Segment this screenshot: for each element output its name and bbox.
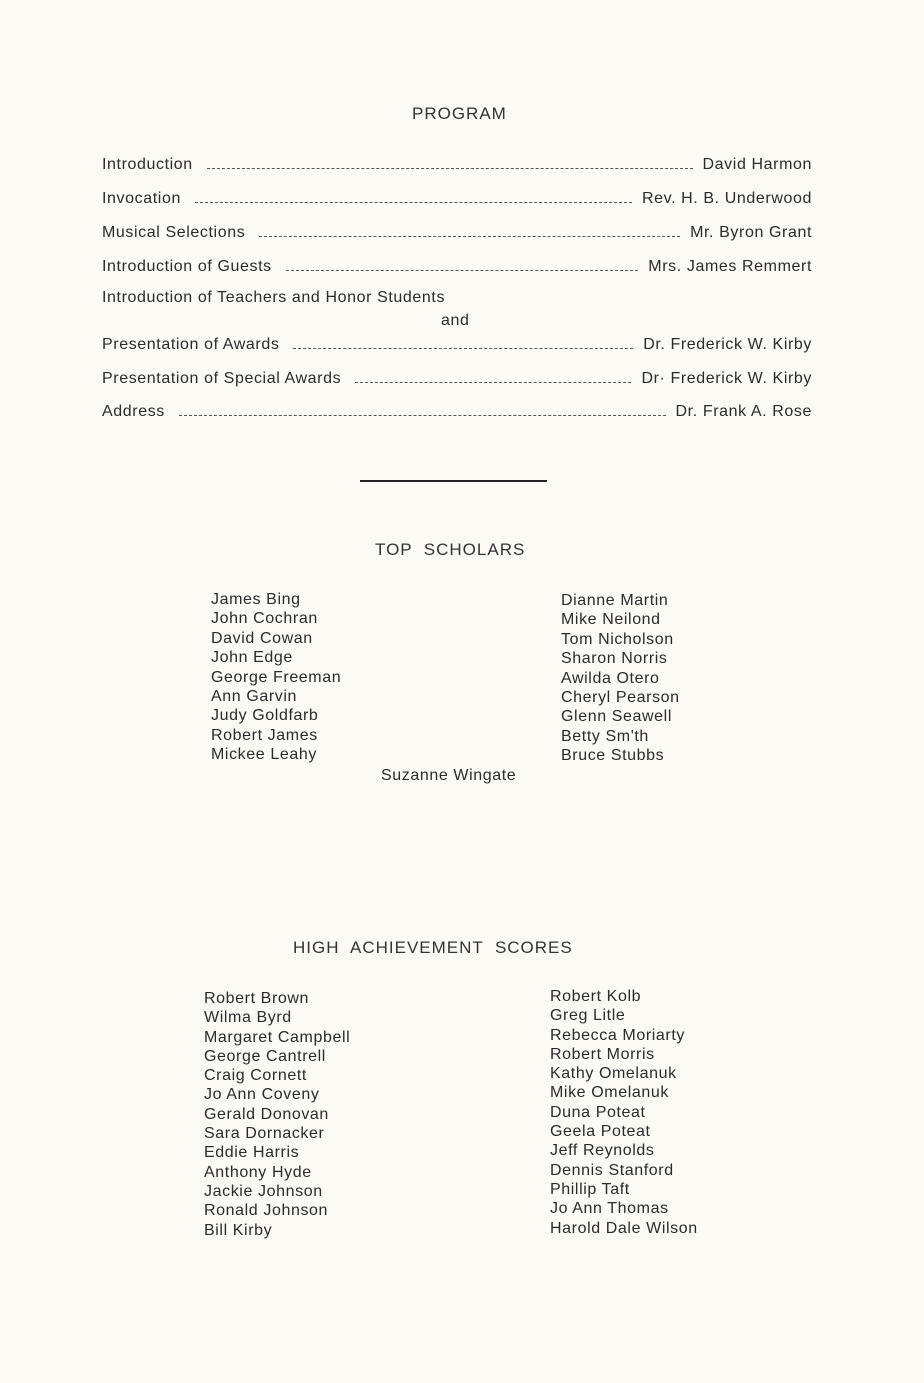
scholar-name: Cheryl Pearson — [561, 688, 680, 706]
scholar-name: Tom Nicholson — [561, 630, 674, 648]
dotted-leader — [355, 382, 631, 383]
achiever-name: Geela Poteat — [550, 1123, 651, 1141]
program-row-introduction-of-guests — [102, 254, 812, 276]
program-item: Presentation of Awards — [102, 336, 280, 353]
dotted-leader — [207, 168, 693, 169]
top-scholars-right-list — [561, 591, 680, 766]
top-scholars-left-list — [211, 590, 341, 765]
program-speaker: Dr. Frank A. Rose — [675, 403, 812, 420]
achiever-name: Wilma Byrd — [204, 1009, 292, 1027]
scholar-name: John Cochran — [211, 610, 318, 628]
program-item: Musical Selections — [102, 224, 246, 241]
achiever-name: Rebecca Moriarty — [550, 1026, 685, 1044]
dotted-leader — [259, 236, 680, 237]
scholar-name: George Freeman — [211, 668, 342, 686]
achiever-name: Robert Brown — [204, 990, 310, 1007]
scholar-name: Mike Neilond — [561, 611, 661, 629]
scholar-name: Robert James — [211, 726, 318, 744]
achiever-name: Robert Morris — [550, 1045, 655, 1063]
scholar-name: Ann Garvin — [211, 687, 298, 705]
program-row-presentation-of-awards — [102, 332, 812, 354]
scholar-name: James Bing — [211, 591, 301, 608]
scholar-name: Dianne Martin — [561, 592, 669, 609]
program-item: Introduction of Guests — [102, 258, 272, 275]
program-speaker: Mrs. James Remmert — [648, 258, 812, 275]
program-item: Introduction — [102, 156, 193, 173]
program-row-introduction — [102, 152, 812, 174]
top-scholars-title: TOP SCHOLARS — [375, 540, 526, 559]
section-divider — [360, 480, 547, 482]
program-speaker: Mr. Byron Grant — [690, 224, 812, 241]
teachers-introduction-line: Introduction of Teachers and Honor Students — [102, 289, 446, 306]
achiever-name: Dennis Stanford — [550, 1161, 674, 1179]
program-item: Invocation — [102, 190, 181, 207]
program-speaker: Dr· Frederick W. Kirby — [641, 370, 812, 387]
achiever-name: Jo Ann Coveny — [204, 1086, 320, 1104]
achiever-name: George Cantrell — [204, 1047, 326, 1065]
high-achievement-left-list — [204, 989, 350, 1240]
program-item: Address — [102, 403, 165, 420]
scholar-name: David Cowan — [211, 629, 313, 647]
scholar-name: Judy Goldfarb — [211, 707, 319, 725]
achiever-name: Greg Litle — [550, 1007, 626, 1025]
achiever-name: Eddie Harris — [204, 1144, 300, 1162]
scholar-name: Awilda Otero — [561, 669, 660, 687]
achiever-name: Anthony Hyde — [204, 1163, 312, 1181]
scholar-name-centered: Suzanne Wingate — [381, 767, 517, 784]
scholar-name: Mickee Leahy — [211, 746, 317, 764]
scholar-name: Glenn Seawell — [561, 708, 672, 726]
program-speaker: Dr. Frederick W. Kirby — [643, 336, 812, 353]
scholar-name: Sharon Norris — [561, 650, 668, 668]
achiever-name: Craig Cornett — [204, 1067, 307, 1085]
scholar-name: John Edge — [211, 649, 293, 667]
program-title: PROGRAM — [412, 104, 507, 123]
achiever-name: Phillip Taft — [550, 1180, 630, 1198]
program-speaker: Rev. H. B. Underwood — [642, 190, 812, 207]
program-row-invocation — [102, 186, 812, 208]
achiever-name: Mike Omelanuk — [550, 1084, 669, 1102]
dotted-leader — [179, 415, 666, 416]
achiever-name: Jo Ann Thomas — [550, 1200, 669, 1218]
achiever-name: Harold Dale Wilson — [550, 1219, 698, 1237]
dotted-leader — [293, 348, 633, 349]
achiever-name: Kathy Omelanuk — [550, 1065, 677, 1083]
and-connector: and — [441, 312, 470, 329]
dotted-leader — [195, 202, 632, 203]
scholar-name: Betty Sm'th — [561, 727, 649, 745]
dotted-leader — [286, 270, 639, 271]
achiever-name: Gerald Donovan — [204, 1105, 329, 1123]
achiever-name: Jackie Johnson — [204, 1182, 323, 1200]
achiever-name: Bill Kirby — [204, 1221, 273, 1239]
high-achievement-right-list — [550, 987, 698, 1238]
program-row-address — [102, 399, 812, 421]
achiever-name: Robert Kolb — [550, 988, 642, 1005]
achiever-name: Margaret Campbell — [204, 1028, 351, 1046]
program-item: Presentation of Special Awards — [102, 370, 342, 387]
program-row-musical-selections — [102, 220, 812, 242]
program-speaker: David Harmon — [702, 156, 812, 173]
achiever-name: Ronald Johnson — [204, 1202, 329, 1220]
scholar-name: Bruce Stubbs — [561, 747, 665, 765]
achiever-name: Sara Dornacker — [204, 1125, 325, 1143]
achiever-name: Jeff Reynolds — [550, 1142, 655, 1160]
achiever-name: Duna Poteat — [550, 1103, 646, 1121]
program-row-special-awards — [102, 366, 812, 388]
high-achievement-title: HIGH ACHIEVEMENT SCORES — [293, 938, 573, 957]
